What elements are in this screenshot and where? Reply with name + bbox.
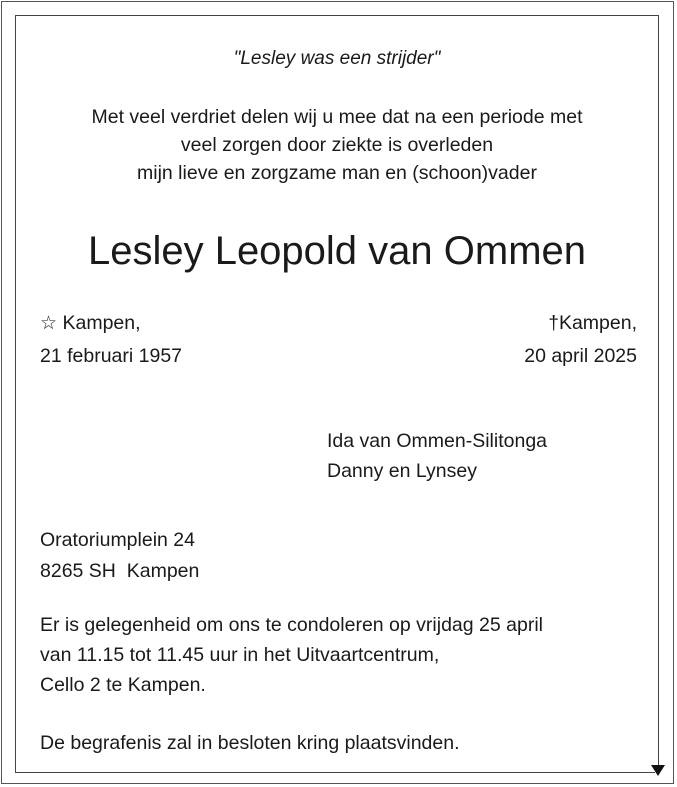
motto-quote: "Lesley was een strijder" xyxy=(233,48,441,69)
funeral-notice: De begrafenis zal in besloten kring plaatsvinden. xyxy=(40,732,460,754)
death-info xyxy=(524,307,637,372)
mourning-address xyxy=(40,525,199,587)
family-member: Danny en Lynsey xyxy=(327,460,477,482)
family-member: Ida van Ommen-Silitonga xyxy=(327,430,548,452)
death-place: Kampen, xyxy=(558,312,637,334)
dagger-icon: † xyxy=(548,313,559,334)
birth-info xyxy=(40,307,182,372)
bottom-border-line xyxy=(15,772,655,773)
intro-text xyxy=(15,103,659,187)
address-postal-city: 8265 SH Kampen xyxy=(40,560,200,582)
condolence-line: van 11.15 tot 11.45 uur in het Uitvaartcentrum, xyxy=(40,644,440,666)
star-outline-icon: ☆ xyxy=(40,313,58,334)
intro-line: Met veel verdriet delen wij u mee dat na een periode met xyxy=(91,106,583,128)
address-street: Oratoriumplein 24 xyxy=(40,529,195,551)
death-date: 20 april 2025 xyxy=(524,345,637,367)
deceased-name: Lesley Leopold van Ommen xyxy=(87,229,587,273)
intro-line: veel zorgen door ziekte is overleden xyxy=(180,134,494,156)
condolence-line: Er is gelegenheid om ons te condoleren op vrijdag 25 april xyxy=(40,614,543,636)
birth-place: Kampen, xyxy=(62,312,141,334)
condolence-line: Cello 2 te Kampen. xyxy=(40,674,206,696)
intro-line: mijn lieve en zorgzame man en (schoon)vader xyxy=(137,162,537,184)
family-signatories xyxy=(327,426,547,486)
birth-date: 21 februari 1957 xyxy=(40,345,183,367)
condolence-info xyxy=(40,610,543,700)
arrow-down-icon xyxy=(651,765,665,776)
